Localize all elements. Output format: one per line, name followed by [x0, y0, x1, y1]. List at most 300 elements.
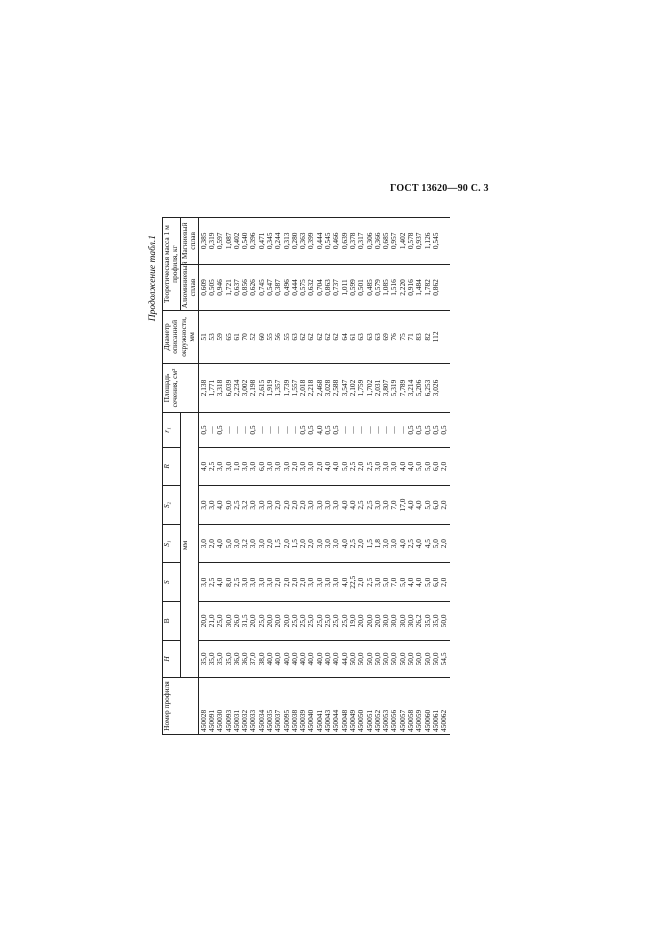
- cell-s: 5,0: [381, 577, 391, 587]
- cell-s: 5,0: [422, 577, 432, 587]
- cell-profile: 450057: [397, 709, 407, 732]
- cell-s: 2,5: [364, 577, 374, 587]
- cell-mass-mg: 1,087: [223, 232, 233, 250]
- cell-s1: 2,0: [306, 539, 316, 549]
- column-s: [198, 563, 449, 602]
- cell-b: 20,0: [364, 614, 374, 628]
- cell-area: 2,018: [298, 379, 308, 397]
- cell-b: 25,0: [289, 614, 299, 628]
- cell-s: 2,0: [356, 577, 366, 587]
- cell-mass-al: 0,745: [256, 279, 266, 296]
- cell-profile: 450035: [265, 709, 274, 732]
- cell-s1: 4,5: [422, 539, 432, 549]
- cell-h: 50,0: [430, 652, 440, 666]
- table-wrapper: [162, 217, 462, 735]
- cell-b: 26,2: [414, 614, 424, 628]
- cell-s2: 2,5: [364, 500, 374, 510]
- cell-mass-mg: 0,399: [306, 232, 316, 250]
- cell-mass-mg: 0,385: [198, 232, 208, 250]
- cell-mass-al: 0,599: [347, 279, 357, 296]
- cell-h: 44,0: [339, 652, 349, 666]
- cell-r: 4,0: [331, 461, 341, 472]
- cell-h: 37,0: [248, 652, 258, 666]
- column-mass-al: [198, 264, 449, 311]
- cell-b: 30,0: [223, 614, 233, 628]
- cell-r1: —: [339, 426, 349, 434]
- cell-mass-mg: 0,444: [314, 232, 324, 250]
- cell-r1: —: [364, 426, 374, 434]
- cell-mass-al: 0,632: [306, 279, 316, 296]
- cell-h: 35,0: [198, 652, 208, 666]
- cell-r: 3,0: [298, 461, 308, 472]
- cell-s2: 4,0: [414, 500, 424, 510]
- cell-profile: 450091: [206, 709, 216, 732]
- cell-diameter: [440, 313, 448, 360]
- cell-mass-mg: 0,957: [389, 232, 399, 250]
- cell-b: 20,0: [248, 614, 258, 628]
- cell-h: 50,0: [389, 652, 399, 666]
- cell-h: 50,0: [381, 652, 391, 666]
- cell-diameter: 63: [364, 333, 374, 341]
- cell-s2: 2,0: [298, 500, 308, 510]
- cell-r: 3,0: [389, 461, 399, 472]
- cell-h: 40,0: [331, 652, 341, 666]
- cell-mass-mg: 0,937: [414, 232, 424, 250]
- cell-s2: 3,0: [323, 500, 333, 510]
- cell-s2: 3,0: [372, 500, 382, 510]
- cell-profile: 450037: [273, 709, 283, 732]
- cell-s2: 6,0: [430, 500, 440, 510]
- cell-s: 3,0: [265, 577, 274, 587]
- cell-r: 6,0: [430, 461, 440, 472]
- cell-mass-al: 0,626: [248, 279, 258, 296]
- cell-mass-al: 0,916: [406, 279, 416, 296]
- cell-s1: 2,0: [265, 539, 274, 549]
- cell-r1: —: [356, 426, 366, 434]
- cell-s1: 3,0: [256, 539, 266, 549]
- cell-s2: 2,0: [281, 500, 291, 510]
- cell-profile: 450039: [298, 709, 308, 732]
- cell-s: 4,0: [414, 577, 424, 587]
- cell-mass-mg: 0,578: [406, 232, 416, 250]
- cell-r1: 0,5: [298, 425, 308, 435]
- cell-b: 25,0: [331, 614, 341, 628]
- cell-diameter: 63: [356, 333, 366, 341]
- cell-b: 21,0: [206, 614, 216, 628]
- header-diameter: Диаметр описанной окружности, мм: [163, 311, 199, 363]
- cell-profile: 450061: [430, 709, 440, 732]
- cell-h: 35,0: [206, 652, 216, 666]
- cell-diameter: 62: [298, 333, 308, 341]
- cell-mass-mg: 0,280: [289, 232, 299, 250]
- cell-s1: 3,0: [248, 539, 258, 549]
- cell-area: 6,039: [223, 379, 233, 397]
- column-mass-mg: [198, 218, 449, 265]
- cell-mass-mg: 0,466: [331, 232, 341, 250]
- cell-area: 2,198: [248, 379, 258, 397]
- cell-h: 40,0: [289, 652, 299, 666]
- cell-r: 5,0: [422, 461, 432, 472]
- cell-mass-al: 0,856: [240, 279, 250, 296]
- cell-mass-mg: 0,313: [281, 232, 291, 250]
- cell-r: 3,0: [248, 461, 258, 472]
- header-mass-group: Теоретическая масса 1 м профиля, кг: [163, 218, 181, 311]
- cell-profile: 450043: [323, 709, 333, 732]
- cell-b: 25,0: [298, 614, 308, 628]
- cell-area: 2,218: [306, 379, 316, 397]
- cell-h: 40,0: [323, 652, 333, 666]
- cell-s: 5,0: [397, 577, 407, 587]
- cell-r1: 0,5: [215, 425, 225, 435]
- cell-h: 54,5: [439, 652, 449, 666]
- cell-r: 3,0: [281, 461, 291, 472]
- cell-profile: 450062: [439, 709, 449, 732]
- cell-s1: 3,0: [314, 539, 324, 549]
- cell-mass-al: 0,496: [281, 279, 291, 296]
- cell-h: 50,0: [422, 652, 432, 666]
- cell-diameter: 55: [265, 333, 274, 341]
- cell-mass-al: 1,782: [422, 279, 432, 296]
- cell-diameter: 83: [414, 333, 424, 341]
- cell-r: 6,0: [256, 461, 266, 472]
- cell-r1: —: [281, 426, 291, 434]
- header-r: R: [163, 447, 181, 486]
- cell-b: 30,0: [389, 614, 399, 628]
- cell-s: 2,0: [439, 577, 449, 587]
- cell-b: 30,0: [397, 614, 407, 628]
- cell-s1: 2,0: [298, 539, 308, 549]
- cell-b: 20,0: [356, 614, 366, 628]
- cell-h: 35,0: [215, 652, 225, 666]
- cell-diameter: 61: [347, 333, 357, 341]
- cell-r: 2,5: [206, 461, 216, 472]
- cell-s: 22,5: [347, 575, 357, 589]
- cell-area: 2,102: [347, 379, 357, 397]
- cell-r1: —: [265, 426, 274, 434]
- cell-h: 50,0: [347, 652, 357, 666]
- cell-s: 3,0: [372, 577, 382, 587]
- cell-diameter: 65: [223, 333, 233, 341]
- cell-r1: 0,5: [422, 425, 432, 435]
- cell-profile: 450049: [347, 709, 357, 732]
- cell-profile: 450031: [231, 709, 241, 732]
- cell-mass-mg: 0,685: [381, 232, 391, 250]
- cell-s1: 3,0: [231, 539, 241, 549]
- cell-mass-mg: 0,378: [347, 232, 357, 250]
- cell-area: 2,138: [198, 379, 208, 397]
- cell-r: 3,0: [265, 461, 274, 472]
- cell-s: 2,5: [231, 577, 241, 587]
- cell-profile: 450028: [198, 709, 208, 732]
- cell-s: 8,0: [223, 577, 233, 587]
- cell-s: 3,0: [256, 577, 266, 587]
- cell-s2: 2,5: [231, 500, 241, 510]
- cell-mass-al: 0,863: [323, 279, 333, 296]
- cell-s2: 2,0: [273, 500, 283, 510]
- cell-s: 6,0: [430, 577, 440, 587]
- cell-diameter: 71: [406, 333, 416, 341]
- cell-mass-al: 0,575: [298, 279, 308, 296]
- header-r1: r₁: [163, 413, 181, 447]
- cell-mass-mg: 0,639: [339, 232, 349, 250]
- cell-s2: 3,0: [381, 500, 391, 510]
- cell-diameter: 76: [389, 333, 399, 341]
- cell-s: 3,0: [248, 577, 258, 587]
- cell-r: 1,0: [231, 461, 241, 472]
- header-area: Площадь сечения, см²: [163, 363, 199, 413]
- cell-area: 7,789: [397, 379, 407, 397]
- cell-area: 1,357: [273, 379, 283, 397]
- cell-mass-mg: 1,126: [422, 232, 432, 250]
- cell-b: 25,0: [306, 614, 316, 628]
- cell-mass-mg: 0,317: [356, 232, 366, 250]
- cell-profile: 450044: [331, 709, 341, 732]
- cell-profile: 450050: [356, 709, 366, 732]
- cell-area: 2,468: [314, 379, 324, 397]
- cell-s1: 4,0: [339, 539, 349, 549]
- cell-r: 2,0: [289, 461, 299, 472]
- cell-mass-al: 0,609: [198, 279, 208, 296]
- cell-r1: —: [372, 426, 382, 434]
- cell-mass-al: 0,579: [372, 279, 382, 296]
- cell-profile: 450058: [406, 709, 416, 732]
- cell-s1: 4,0: [215, 539, 225, 549]
- cell-s1: 4,0: [414, 539, 424, 549]
- cell-s2: 2,5: [356, 500, 366, 510]
- cell-mass-mg: 0,244: [273, 232, 283, 250]
- cell-r: 5,0: [339, 461, 349, 472]
- cell-h: 50,0: [414, 652, 424, 666]
- cell-s: 2,5: [206, 577, 216, 587]
- cell-diameter: 63: [289, 333, 299, 341]
- cell-r1: —: [389, 426, 399, 434]
- cell-r1: —: [347, 426, 357, 434]
- cell-s: 2,0: [298, 577, 308, 587]
- cell-profile: 450056: [389, 709, 399, 732]
- cell-s1: 1,5: [289, 539, 299, 549]
- cell-area: 1,771: [206, 379, 216, 397]
- cell-s2: 3,0: [314, 500, 324, 510]
- cell-area: 3,214: [406, 379, 416, 397]
- cell-area: 2,234: [231, 379, 241, 397]
- cell-area: 1,702: [364, 379, 374, 397]
- cell-h: 36,0: [231, 652, 241, 666]
- cell-area: [440, 366, 448, 411]
- cell-diameter: 51: [198, 333, 208, 341]
- column-r: [198, 447, 449, 486]
- cell-b: 31,5: [240, 614, 250, 628]
- column-s2: [198, 486, 449, 525]
- cell-s1: 2,0: [439, 539, 449, 549]
- cell-s1: 2,0: [206, 539, 216, 549]
- cell-profile: 450034: [256, 709, 266, 732]
- cell-h: 35,0: [223, 652, 233, 666]
- table-body: [198, 218, 449, 735]
- cell-mass-mg: 0,363: [298, 232, 308, 250]
- column-diameter: [198, 311, 449, 363]
- cell-b: 30,0: [381, 614, 391, 628]
- header-b: B: [163, 602, 181, 641]
- cell-r: 3,0: [223, 461, 233, 472]
- cell-r: 4,0: [198, 461, 208, 472]
- header-h: H: [163, 640, 181, 677]
- cell-s2: 9,0: [223, 500, 233, 510]
- cell-mass-al: 1,484: [414, 279, 424, 296]
- cell-profile: 450052: [372, 709, 382, 732]
- cell-mass-al: 0,485: [364, 279, 374, 296]
- cell-s2: 4,0: [347, 500, 357, 510]
- cell-s2: 3,0: [265, 500, 274, 510]
- cell-area: 2,615: [256, 379, 266, 397]
- cell-s: 3,0: [323, 577, 333, 587]
- cell-s2: 4,0: [215, 500, 225, 510]
- cell-s: 2,0: [281, 577, 291, 587]
- cell-r1: 4,0: [314, 425, 324, 435]
- cell-b: 20,0: [273, 614, 283, 628]
- cell-s: 3,0: [240, 577, 250, 587]
- cell-area: 1,759: [356, 379, 366, 397]
- column-h: [198, 640, 449, 677]
- cell-r: 3,0: [381, 461, 391, 472]
- cell-mass-mg: 0,597: [215, 232, 225, 250]
- continuation-label: Продолжение табл.1: [148, 235, 158, 322]
- cell-mass-al: 1,721: [223, 279, 233, 296]
- cell-r1: 0,5: [248, 425, 258, 435]
- cell-profile: 450053: [381, 709, 391, 732]
- cell-mass-al: 0,704: [314, 279, 324, 296]
- cell-mass-mg: 0,319: [206, 232, 216, 250]
- cell-s: 3,0: [314, 577, 324, 587]
- cell-r1: —: [381, 426, 391, 434]
- cell-profile: 450060: [422, 709, 432, 732]
- cell-area: 3,028: [323, 379, 333, 397]
- cell-s1: 1,8: [372, 539, 382, 549]
- cell-h: 50,0: [406, 652, 416, 666]
- cell-r: 2,5: [364, 461, 374, 472]
- cell-area: 3,547: [339, 379, 349, 397]
- cell-diameter: 56: [273, 333, 283, 341]
- cell-area: 1,919: [265, 379, 274, 397]
- cell-mass-al: 0,501: [356, 279, 366, 296]
- cell-s: 2,0: [273, 577, 283, 587]
- cell-mass-al: 0,547: [265, 279, 274, 296]
- cell-area: 3,807: [381, 379, 391, 397]
- cell-r: 2,0: [314, 461, 324, 472]
- cell-r: 5,0: [414, 461, 424, 472]
- profiles-table: [162, 217, 450, 735]
- cell-s: 4,0: [406, 577, 416, 587]
- cell-diameter: 69: [381, 333, 391, 341]
- cell-b: 20,0: [198, 614, 208, 628]
- cell-s1: 2,5: [406, 539, 416, 549]
- cell-s: 3,0: [306, 577, 316, 587]
- cell-mass-mg: 1,402: [397, 232, 407, 250]
- cell-diameter: 64: [339, 333, 349, 341]
- cell-mass-al: 1,085: [381, 279, 391, 296]
- cell-b: 25,0: [314, 614, 324, 628]
- header-mass-magnesium: Магниевый сплав: [180, 218, 198, 265]
- cell-r1: —: [256, 426, 266, 434]
- cell-diameter: 52: [248, 333, 258, 341]
- cell-profile: 450093: [223, 709, 233, 732]
- cell-s2: 4,0: [406, 500, 416, 510]
- cell-s1: 3,0: [381, 539, 391, 549]
- cell-diameter: 55: [281, 333, 291, 341]
- cell-r: 3,0: [273, 461, 283, 472]
- cell-r: 2,5: [347, 461, 357, 472]
- cell-r1: 0,5: [430, 425, 440, 435]
- cell-h: 40,0: [298, 652, 308, 666]
- cell-profile: 450038: [289, 709, 299, 732]
- cell-area: 3,002: [240, 379, 250, 397]
- cell-profile: 450033: [248, 709, 258, 732]
- cell-area: 3,318: [215, 379, 225, 397]
- cell-h: 40,0: [281, 652, 291, 666]
- cell-r: 3,0: [240, 461, 250, 472]
- cell-b: 26,0: [231, 614, 241, 628]
- cell-area: 1,557: [289, 379, 299, 397]
- cell-profile: 450030: [215, 709, 225, 732]
- cell-r1: 0,5: [439, 425, 449, 435]
- cell-b: 50,0: [439, 614, 449, 628]
- cell-b: 19,0: [347, 614, 357, 628]
- header-profile: Номер профиля: [163, 678, 199, 735]
- cell-s2: 2,0: [289, 500, 299, 510]
- cell-diameter: 62: [323, 333, 333, 341]
- cell-s: 2,0: [289, 577, 299, 587]
- cell-r1: 0,5: [323, 425, 333, 435]
- cell-r1: —: [223, 426, 233, 434]
- cell-r: 4,0: [397, 461, 407, 472]
- cell-diameter: 75: [397, 333, 407, 341]
- cell-r1: 0,5: [414, 425, 424, 435]
- cell-r1: 0,5: [306, 425, 316, 435]
- cell-area: 5,319: [389, 379, 399, 397]
- cell-b: 35,0: [422, 614, 432, 628]
- cell-mass-al: [440, 267, 448, 309]
- cell-profile: 450040: [306, 709, 316, 732]
- cell-b: 25,0: [339, 614, 349, 628]
- cell-mass-mg: 0,471: [256, 232, 266, 250]
- column-r1: [198, 413, 449, 447]
- cell-s2: 3,2: [240, 500, 250, 510]
- cell-s1: 1,5: [273, 539, 283, 549]
- cell-r1: —: [240, 426, 250, 434]
- cell-b: 25,0: [323, 614, 333, 628]
- cell-mass-mg: 0,545: [323, 232, 333, 250]
- header-s1: S₁: [163, 524, 181, 563]
- cell-mass-mg: 0,306: [364, 232, 374, 250]
- cell-h: 50,0: [356, 652, 366, 666]
- cell-b: 20,0: [372, 614, 382, 628]
- cell-r: 3,0: [215, 461, 225, 472]
- cell-diameter: 60: [256, 333, 266, 341]
- cell-mass-al: 1,516: [389, 279, 399, 296]
- cell-mass-al: 0,505: [206, 279, 216, 296]
- cell-area: 5,206: [414, 379, 424, 397]
- cell-profile: 450032: [240, 709, 250, 732]
- cell-diameter: 62: [314, 333, 324, 341]
- cell-diameter: 62: [331, 333, 341, 341]
- cell-profile: 450048: [339, 709, 349, 732]
- cell-s2: 7,0: [389, 500, 399, 510]
- column-s1: [198, 524, 449, 563]
- cell-r1: —: [206, 426, 216, 434]
- cell-b: 20,0: [265, 614, 274, 628]
- header-units: мм: [180, 413, 198, 678]
- cell-s1: 4,0: [397, 539, 407, 549]
- header-mass-aluminium: Алюминиевый сплав: [180, 264, 198, 311]
